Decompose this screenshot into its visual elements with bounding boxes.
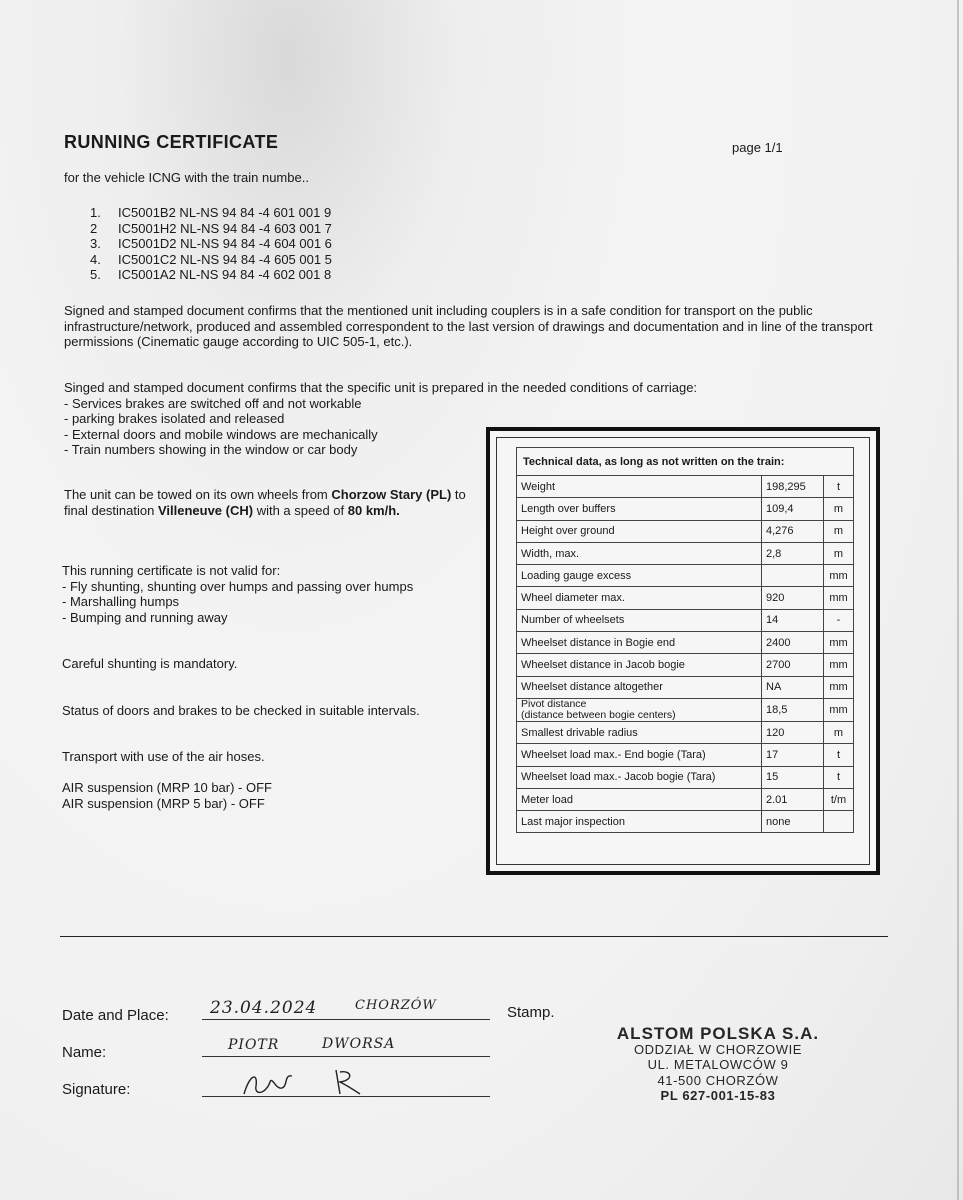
technical-data-table	[516, 447, 854, 833]
section-divider	[60, 936, 888, 937]
table-row: Wheelset distance altogether NA mm	[517, 676, 854, 698]
air-hoses-note: Transport with use of the air hoses.	[62, 749, 265, 764]
not-valid-for-paragraph: This running certificate is not valid for: - Fly shunting, shunting over humps and passing over humps - Marshalling humps - Bumping and running away	[62, 563, 502, 625]
table-row: Length over buffers 109,4 m	[517, 498, 854, 520]
list-item: - Marshalling humps	[62, 594, 180, 609]
table-row: Last major inspection none	[517, 811, 854, 833]
table-row: Height over ground 4,276 m	[517, 520, 854, 542]
table-row: Weight 198,295 t	[517, 476, 854, 498]
technical-data-header: Technical data, as long as not written on the train:	[517, 448, 854, 476]
date-place-label: Date and Place:	[62, 1007, 169, 1024]
list-item: 1. IC5001B2 NL-NS 94 84 -4 601 001 9	[90, 205, 332, 220]
shunting-note: Careful shunting is mandatory.	[62, 656, 238, 671]
carriage-conditions-paragraph: Singed and stamped document confirms that the specific unit is prepared in the needed conditions of carriage: - Services brakes are switched off and not workable - parking brakes isolated and released - External doors and mobile windows are mechanically - Train numbers showing in the window or car body	[64, 380, 844, 458]
list-item: - parking brakes isolated and released	[64, 411, 285, 426]
intro-text: for the vehicle ICNG with the train numbe..	[64, 170, 309, 185]
status-check-note: Status of doors and brakes to be checked in suitable intervals.	[62, 703, 420, 718]
document-title: RUNNING CERTIFICATE	[64, 132, 279, 152]
technical-data-box	[486, 427, 880, 875]
list-item: - Train numbers showing in the window or car body	[64, 442, 358, 457]
list-item: - Fly shunting, shunting over humps and passing over humps	[62, 578, 414, 594]
handwritten-date: 23.04.2024	[210, 998, 318, 1018]
table-row: Pivot distance (distance between bogie centers) 18,5 mm	[517, 698, 854, 721]
table-row: Smallest drivable radius 120 m	[517, 721, 854, 743]
list-item: - Services brakes are switched off and not workable	[64, 395, 362, 411]
page-number: page 1/1	[732, 140, 783, 155]
list-item: 4. IC5001C2 NL-NS 94 84 -4 605 001 5	[90, 251, 332, 267]
company-stamp: ALSTOM POLSKA S.A. ODDZIAŁ W CHORZOWIE UL. METALOWCÓW 9 41-500 CHORZÓW PL 627-001-15-83	[616, 1024, 820, 1103]
table-row: Number of wheelsets 14 -	[517, 609, 854, 631]
list-item: 5. IC5001A2 NL-NS 94 84 -4 602 001 8	[90, 267, 332, 282]
list-item: - External doors and mobile windows are mechanically	[64, 426, 378, 442]
table-row: Wheelset load max.- Jacob bogie (Tara) 15 t	[517, 766, 854, 788]
signature-scribble	[236, 1064, 376, 1104]
name-line	[202, 1056, 490, 1057]
table-row: Meter load 2.01 t/m	[517, 788, 854, 810]
table-row: Wheelset distance in Bogie end 2400 mm	[517, 632, 854, 654]
table-row: Width, max. 2,8 m	[517, 542, 854, 564]
table-row: Wheelset load max.- End bogie (Tara) 17 t	[517, 744, 854, 766]
list-item: - Bumping and running away	[62, 609, 228, 625]
handwritten-place: CHORZÓW	[355, 998, 437, 1013]
signature-label: Signature:	[62, 1081, 131, 1098]
air-suspension-notes: AIR suspension (MRP 10 bar) - OFF AIR suspension (MRP 5 bar) - OFF	[62, 780, 272, 811]
name-label: Name:	[62, 1044, 107, 1061]
train-number-list	[90, 205, 332, 283]
table-row: Wheelset distance in Jacob bogie 2700 mm	[517, 654, 854, 676]
table-row: Wheel diameter max. 920 mm	[517, 587, 854, 609]
list-item: 3. IC5001D2 NL-NS 94 84 -4 604 001 6	[90, 236, 332, 251]
date-place-line	[202, 1019, 490, 1020]
table-row: Loading gauge excess mm	[517, 565, 854, 587]
handwritten-first-name: PIOTR	[228, 1037, 280, 1053]
safety-confirmation-paragraph: Signed and stamped document confirms that the mentioned unit including couplers is in a safe condition for transport on the public infrastructure/network, produced and assembled correspondent to the last version of drawings and documentation and in line of the transport permissions (Cinematic gauge according to UIC 505-1, etc.).	[64, 303, 873, 349]
stamp-label: Stamp.	[507, 1004, 555, 1021]
list-item: 2 IC5001H2 NL-NS 94 84 -4 603 001 7	[90, 220, 332, 236]
towing-paragraph: The unit can be towed on its own wheels from Chorzow Stary (PL) to final destination Villeneuve (CH) with a speed of 80 km/h.	[64, 487, 466, 518]
page-edge	[957, 0, 959, 1200]
handwritten-last-name: DWORSA	[322, 1036, 396, 1052]
